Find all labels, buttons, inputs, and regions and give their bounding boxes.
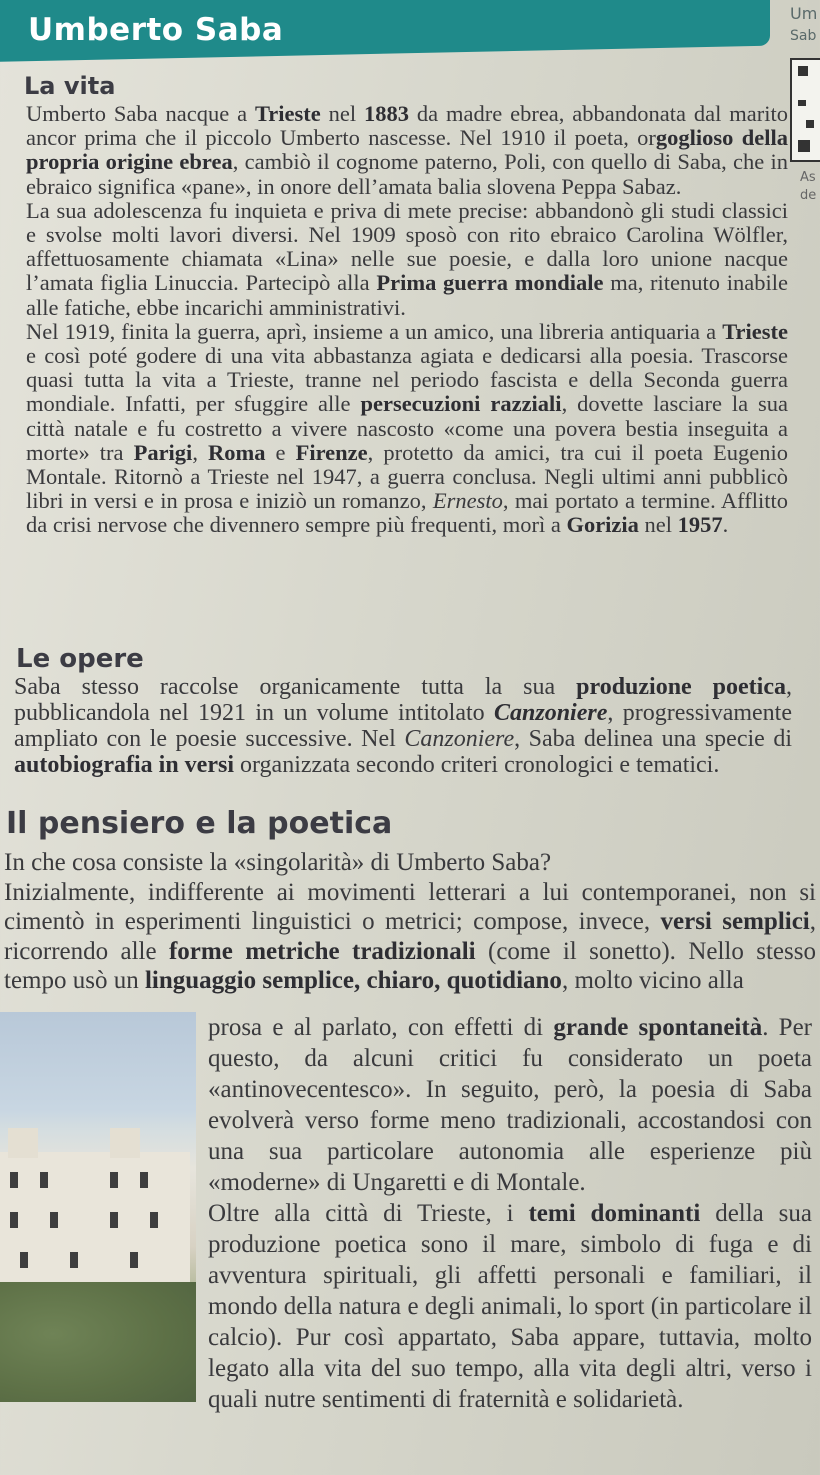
castle-window [40,1172,48,1188]
margin-text: de [800,188,817,203]
castle-window [150,1212,158,1228]
margin-text: As [800,170,816,185]
page-title: Umberto Saba [28,12,284,48]
qr-code-icon [790,58,820,162]
castle-window [10,1212,18,1228]
section-body-pensiero-wrap: prosa e al parlato, con effetti di grande spontaneità. Per questo, da alcuni critici fu considerato un poeta «antinovecentesco». In seguito, però, la poesia di Saba evolverà verso forme meno tradizionali, accostandosi con una sua particolare autonomia alle esperienze più «moderne» di Ungaretti e di Montale. Oltre alla città di Trieste, i temi dominanti della sua produzione poetica sono il mare, simbolo di fuga e di avventura spirituali, gli affetti personali e familiari, il mondo della natura e degli animali, lo sport (in particolare il calcio). Pur così appartato, Saba appare, tuttavia, molto legato alla vita del suo tempo, alla vita degli altri, verso i quali nutre sentimenti di fraternità e solidarietà. [208,1014,813,1413]
section-heading-pensiero-poetica: Il pensiero e la poetica [6,806,393,841]
castle-window [110,1212,118,1228]
castle-window [50,1212,58,1228]
adjacent-page-text: Um [790,4,818,23]
section-body-le-opere: Saba stesso raccolse organicamente tutta la sua produzione poetica, pubblicandola nel 1921 in un volume intitolato Canzoniere, progressivamente ampliato con le poesie successive. Nel Canzoniere, Saba delinea una specie di autobiografia in versi organizzata secondo criteri cronologici e tematici. [14,674,792,778]
castle-window [110,1172,118,1188]
castle-tower [8,1128,38,1158]
castle-window [140,1172,148,1188]
section-body-la-vita: Umberto Saba nacque a Trieste nel 1883 da madre ebrea, abbandonata dal marito ancor prima che il piccolo Umberto nascesse. Nel 1910 il poeta, orgoglioso della propria origine ebrea, cambiò il cognome paterno, Poli, con quello di Saba, che in ebraico significa «pane», in onore dell’amata balia slovena Peppa Sabaz. La sua adolescenza fu inquieta e priva di mete precise: abbandonò gli studi classici e svolse molti lavori diversi. Nel 1909 sposò con rito ebraico Carolina Wölfler, affettuosamente chiamata «Lina» nelle sue poesie, e dalla loro unione nacque l’amata figlia Linuccia. Partecipò alla Prima guerra mondiale ma, ritenuto inabile alle fatiche, ebbe incarichi amministrativi. Nel 1919, finita la guerra, aprì, insieme a un amico, una libreria antiquaria a Trieste e così poté godere di una vita abbastanza agiata e dedicarsi alla poesia. Trascorse quasi tutta la vita a Trieste, tranne nel periodo fascista e della Seconda guerra mondiale. Infatti, per sfuggire alle persecuzioni razziali, dovette lasciare la sua città natale e fu costretto a vivere nascosto «come una povera bestia inseguita a morte» tra Parigi, Roma e Firenze, protetto da amici, tra cui il poeta Eugenio Montale. Ritornò a Trieste nel 1947, a guerra conclusa. Negli ultimi anni pubblicò libri in versi e in prosa e iniziò un romanzo, Ernesto, mai portato a termine. Afflitto da crisi nervose che divennero sempre più frequenti, morì a Gorizia nel 1957. [26,101,789,538]
trieste-castle-photo [0,1012,196,1402]
adjacent-page-text: Sab [790,28,817,44]
castle-tower [110,1128,140,1158]
castle-window [70,1252,78,1268]
castle-window [130,1252,138,1268]
castle-window [20,1252,28,1268]
section-heading-la-vita: La vita [24,72,116,100]
section-body-pensiero-intro: In che cosa consiste la «singolarità» di Umberto Saba? Inizialmente, indifferente ai movimenti letterari a lui contemporanei, non si cimentò in esperimenti linguistici o metrici; compose, invece, versi semplici, ricorrendo alle forme metriche tradizionali (come il sonetto). Nello stesso tempo usò un linguaggio semplice, chiaro, quotidiano, molto vicino alla [4,849,817,994]
section-heading-le-opere: Le opere [16,644,144,674]
castle-building [0,1152,190,1292]
castle-window [10,1172,18,1188]
trees [0,1282,196,1402]
